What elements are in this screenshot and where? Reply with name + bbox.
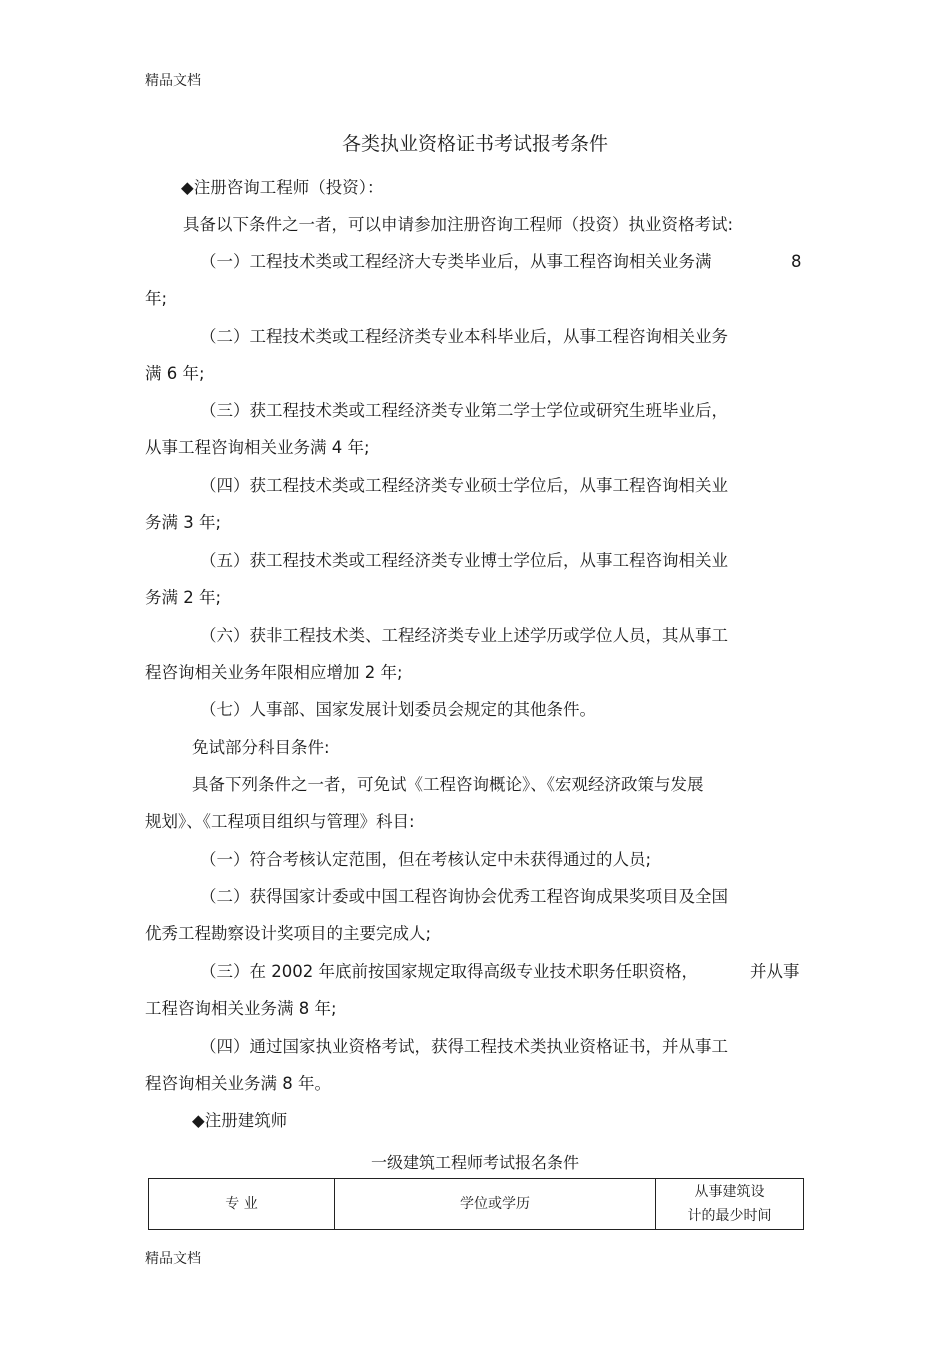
- requirements-table: [148, 1178, 804, 1230]
- table-header-row: [149, 1179, 804, 1230]
- list-item: （四）获工程技术类或工程经济类专业硕士学位后，从事工程咨询相关业: [200, 476, 728, 495]
- header-cell-min-time-line-1: 从事建筑设: [694, 1184, 765, 1200]
- list-item: （一）工程技术类或工程经济大专类毕业后，从事工程咨询相关业务满: [200, 252, 712, 271]
- header-cell-degree: 学位或学历: [335, 1179, 656, 1230]
- table-title: 一级建筑工程师考试报名条件: [370, 1153, 579, 1172]
- list-item-continuation: 务满 3 年;: [145, 513, 222, 532]
- list-item-continuation: 工程咨询相关业务满 8 年;: [145, 999, 337, 1018]
- list-item: （六）获非工程技术类、工程经济类专业上述学历或学位人员，其从事工: [200, 626, 728, 645]
- list-item-continuation: 程咨询相关业务年限相应增加 2 年;: [145, 663, 403, 682]
- list-item-continuation: 年;: [145, 289, 168, 308]
- list-item: （七）人事部、国家发展计划委员会规定的其他条件。: [200, 700, 596, 719]
- list-item: （三）获工程技术类或工程经济类专业第二学士学位或研究生班毕业后，: [200, 401, 728, 420]
- page-title: 各类执业资格证书考试报考条件: [341, 133, 608, 155]
- list-item: （二）获得国家计委或中国工程咨询协会优秀工程咨询成果奖项目及全国: [200, 887, 728, 906]
- list-item-continuation: 优秀工程勘察设计奖项目的主要完成人;: [145, 924, 432, 943]
- header-cell-major: 专 业: [149, 1179, 335, 1230]
- list-item-tail: 并从事: [750, 962, 800, 981]
- header-cell-min-time: [656, 1179, 804, 1230]
- section-heading-consulting-engineer: ◆注册咨询工程师（投资）：: [181, 178, 384, 197]
- list-item: （一）符合考核认定范围，但在考核认定中未获得通过的人员;: [200, 850, 652, 869]
- header-mark: 精品文档: [145, 73, 201, 89]
- footer-mark: 精品文档: [145, 1251, 201, 1267]
- list-item: （五）获工程技术类或工程经济类专业博士学位后，从事工程咨询相关业: [200, 551, 728, 570]
- list-item-continuation: 从事工程咨询相关业务满 4 年;: [145, 438, 370, 457]
- list-item: （四）通过国家执业资格考试，获得工程技术类执业资格证书，并从事工: [200, 1037, 728, 1056]
- list-item-continuation: 程咨询相关业务满 8 年。: [145, 1074, 331, 1093]
- paragraph-continuation: 规划》、《工程项目组织与管理》科目:: [145, 812, 415, 831]
- list-item-continuation: 满 6 年;: [145, 364, 205, 383]
- section-heading-architect: ◆注册建筑师: [192, 1111, 288, 1130]
- list-item: （二）工程技术类或工程经济类专业本科毕业后，从事工程咨询相关业务: [200, 327, 728, 346]
- header-cell-min-time-line-2: 计的最少时间: [687, 1208, 772, 1224]
- list-item-number: 8: [791, 252, 802, 271]
- list-item-continuation: 务满 2 年;: [145, 588, 222, 607]
- paragraph: 具备下列条件之一者，可免试《工程咨询概论》、《宏观经济政策与发展: [192, 775, 704, 794]
- list-item: （三）在 2002 年底前按国家规定取得高级专业技术职务任职资格，: [200, 962, 698, 981]
- paragraph: 具备以下条件之一者，可以申请参加注册咨询工程师（投资）执业资格考试:: [183, 215, 734, 234]
- subsection-heading-exemption: 免试部分科目条件:: [192, 738, 330, 757]
